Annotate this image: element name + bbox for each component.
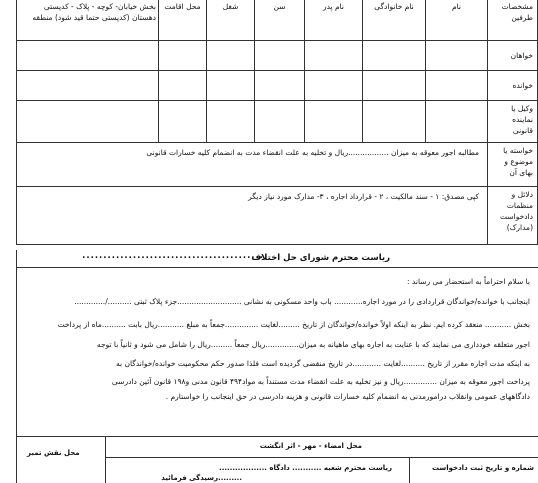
cell-input[interactable] <box>207 101 255 143</box>
section-header <box>16 250 538 268</box>
evidence-label: دلائل و منظمات دادخواست (مدارک) <box>488 187 538 245</box>
row-label-defendant: خوانده <box>488 71 538 101</box>
row-label-representative: وکیل یا نماینده قانونی <box>488 101 538 143</box>
row-label-plaintiff: خواهان <box>488 41 538 71</box>
cell-input[interactable] <box>363 41 426 71</box>
cell-input[interactable] <box>426 71 488 101</box>
section-dots: ........................................... <box>82 251 264 261</box>
cell-input[interactable] <box>305 71 363 101</box>
section-title: ریاست محترم شورای حل اختلاف <box>251 253 390 263</box>
cell-input[interactable] <box>363 101 426 143</box>
body-line: بخش ........... منعقد کرده ایم. نظر به اینکه اولاً خوانده/خواندگان از تاریخ .........لغایت ..............جمعاً به مبلغ ...........ریال بابت ..........ماه از پرداخت <box>57 320 530 329</box>
cell-input[interactable] <box>426 41 488 71</box>
cell-input[interactable] <box>305 41 363 71</box>
cell-input[interactable] <box>255 41 305 71</box>
header-parties-label: مشخصات طرفین <box>488 0 538 41</box>
cell-input[interactable] <box>305 101 363 143</box>
header-age: سن <box>255 0 305 41</box>
cell-input[interactable] <box>363 71 426 101</box>
signature-label: محل امضاء - مهر - اثر انگشت <box>259 442 362 450</box>
cell-input[interactable] <box>159 41 207 71</box>
cell-input[interactable] <box>159 71 207 101</box>
header-residence: محل اقامت <box>159 0 207 41</box>
header-surname: نام خانوادگی <box>363 0 426 41</box>
review-label: .........رسیدگی فرمائید <box>161 474 242 482</box>
header-job: شغل <box>207 0 255 41</box>
cell-input[interactable] <box>426 101 488 143</box>
stamp-label: محل نقش تمبر <box>27 449 80 457</box>
cell-input[interactable] <box>17 101 159 143</box>
cell-input[interactable] <box>159 101 207 143</box>
body-line: به اینکه مدت اجاره مقرر از تاریخ ..........لغایت ............در تاریخ منقضی گردیده است فلذا صدور حکم محکومیت خوانده/خواندگان به <box>115 359 530 368</box>
parties-table <box>16 0 538 245</box>
body-line: دادگاههای عمومی وانقلاب درامورمدنی به انضمام کلیه خسارات قانونی و هزینه دادرسی در حق اینجانب را خواستارم . <box>165 392 530 401</box>
registration-label: شماره و تاریخ ثبت دادخواست <box>431 464 534 472</box>
header-father-name: نام پدر <box>305 0 363 41</box>
petition-body <box>16 268 538 436</box>
body-line: اجور متعلقه خودداری می نمایند که با عنایت به اجاره بهای ماهیانه به میزان..............ریال جمعاً .........ریال را شامل می شود و ثانیاً با توجه <box>96 340 530 349</box>
cell-input[interactable] <box>17 41 159 71</box>
request-text[interactable]: مطالبه اجور معوقه به میزان .................ریال و تخلیه به علت انقضاء مدت به انضمام کلیه خسارات قانونی <box>17 143 488 187</box>
body-line: اینجانب با خوانده/خواندگان قراردادی را در مورد اجاره............ باب واحد مسکونی به نشانی ...........................جزء پلاک ثبتی ........../............. <box>74 297 530 306</box>
header-address: بخش خیابان- کوچه - پلاک - کدپستی دهستان (کدپستی حتما قید شود) منطقه <box>17 0 159 41</box>
cell-input[interactable] <box>255 71 305 101</box>
footer-section <box>16 436 538 483</box>
evidence-text[interactable]: کپی مصدق: ۱ - سند مالکیت ، ۲ - قرارداد اجاره ، ۳- مدارک مورد نیاز دیگر <box>17 187 488 245</box>
body-line: با سلام احتراماً به استحضار می رساند : <box>407 277 530 286</box>
cell-input[interactable] <box>17 71 159 101</box>
cell-input[interactable] <box>207 41 255 71</box>
cell-input[interactable] <box>207 71 255 101</box>
request-label: خواسته یا موضوع و بهای آن <box>488 143 538 187</box>
header-name: نام <box>426 0 488 41</box>
branch-label: ریاست محترم شعبه ........... دادگاه .................. <box>219 464 392 472</box>
body-line: پرداخت اجور معوقه به میزان ..............ریال و نیز تخلیه به علت انقضاء مدت مستنداً به مواد۴۹۴ قانون مدنی و۱۹۸ قانون آئین دادرسی <box>111 377 530 386</box>
cell-input[interactable] <box>255 101 305 143</box>
